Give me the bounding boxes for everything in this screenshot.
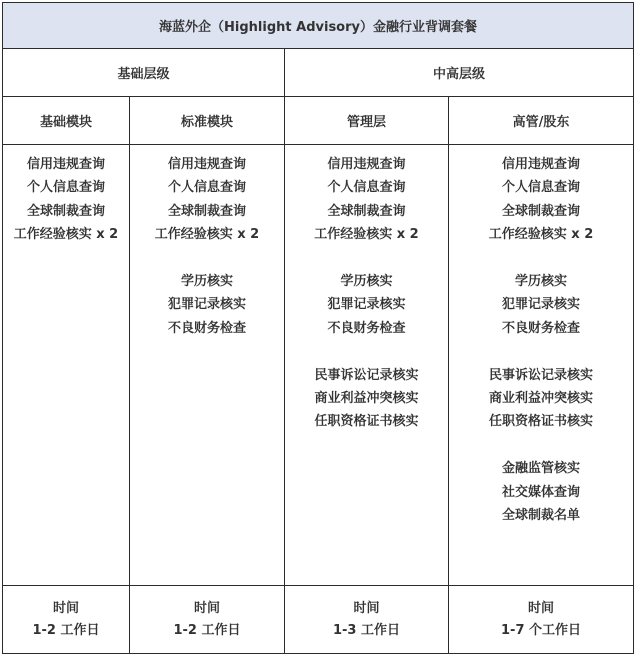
check-item: 个人信息查询 [167, 180, 246, 196]
module-executive: 高管/股东 [449, 97, 634, 145]
time-label: 时间 [353, 600, 380, 616]
check-item: 学历核实 [515, 274, 568, 290]
basic-items-cell [3, 145, 130, 586]
time-value: 1-2 工作日 [173, 622, 241, 638]
check-item: 信用违规查询 [167, 157, 246, 172]
standard-items-cell [130, 145, 285, 586]
time-label: 时间 [193, 600, 220, 616]
time-basic [3, 586, 130, 654]
check-item: 社交媒体查询 [502, 484, 581, 500]
group-spacer [449, 340, 633, 363]
group-spacer [285, 340, 448, 363]
time-value: 1-3 工作日 [332, 622, 400, 638]
check-item: 工作经验核实 x 2 [488, 227, 594, 243]
check-item: 金融监管核实 [502, 461, 581, 477]
check-item: 工作经验核实 x 2 [314, 227, 419, 243]
check-item: 个人信息查询 [26, 180, 105, 196]
check-item: 信用违规查询 [327, 157, 406, 172]
check-item: 不良财务检查 [167, 320, 246, 336]
group-spacer [449, 247, 633, 270]
check-item: 全球制裁查询 [26, 203, 105, 219]
check-item: 民事诉讼记录核实 [314, 367, 419, 383]
check-item: 商业利益冲突核实 [489, 391, 594, 407]
group-spacer [449, 434, 633, 457]
check-item: 犯罪记录核实 [167, 297, 246, 313]
module-standard: 标准模块 [130, 97, 285, 145]
check-item: 不良财务检查 [502, 320, 581, 336]
check-item: 任职资格证书核实 [489, 414, 594, 430]
time-value: 1-7 个工作日 [501, 622, 582, 638]
group-spacer [285, 247, 448, 270]
check-item: 工作经验核实 x 2 [154, 227, 260, 243]
check-item: 任职资格证书核实 [314, 414, 419, 430]
time-label: 时间 [528, 600, 555, 616]
basic-items-list [3, 145, 129, 247]
check-item: 全球制裁名单 [502, 508, 581, 524]
check-item: 全球制裁查询 [502, 203, 581, 219]
time-value: 1-2 工作日 [32, 622, 100, 638]
check-item: 信用违规查询 [502, 157, 581, 172]
check-item: 工作经验核实 x 2 [13, 227, 119, 243]
package-table [2, 2, 634, 654]
module-basic: 基础模块 [3, 97, 130, 145]
time-standard [130, 586, 285, 654]
module-management: 管理层 [285, 97, 449, 145]
time-label: 时间 [52, 600, 79, 616]
check-item: 全球制裁查询 [327, 203, 406, 219]
check-item: 犯罪记录核实 [327, 297, 406, 313]
executive-items-cell [449, 145, 634, 586]
group-spacer [130, 247, 284, 270]
level-basic: 基础层级 [3, 49, 285, 97]
table-title: 海蓝外企（Highlight Advisory）金融行业背调套餐 [3, 3, 634, 49]
check-item: 学历核实 [180, 274, 233, 290]
check-item: 个人信息查询 [327, 180, 406, 196]
check-item: 全球制裁查询 [167, 203, 246, 219]
executive-items-list [449, 145, 633, 527]
check-item: 民事诉讼记录核实 [489, 367, 594, 383]
check-item: 信用违规查询 [26, 157, 105, 172]
time-management [285, 586, 449, 654]
check-item: 学历核实 [340, 274, 393, 290]
check-item: 个人信息查询 [502, 180, 581, 196]
time-executive [449, 586, 634, 654]
management-items-cell [285, 145, 449, 586]
check-item: 商业利益冲突核实 [314, 391, 419, 407]
check-item: 犯罪记录核实 [502, 297, 581, 313]
check-item: 不良财务检查 [327, 320, 406, 336]
management-items-list [285, 145, 448, 434]
level-mid-senior: 中高层级 [285, 49, 634, 97]
standard-items-list [130, 145, 284, 340]
